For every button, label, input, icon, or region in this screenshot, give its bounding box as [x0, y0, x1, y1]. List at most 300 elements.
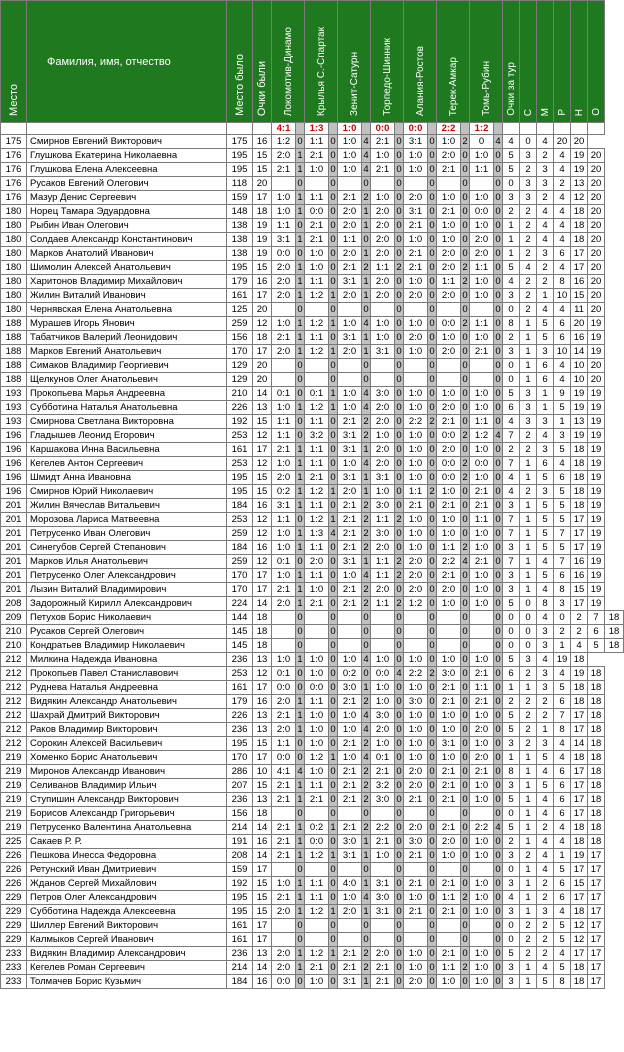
match-points-cell: 0 [495, 878, 501, 889]
stat-cell: 2 [520, 303, 537, 317]
prediction-cell: 1:0 [305, 583, 329, 597]
prediction-cell: 2:1 [437, 695, 461, 709]
match-points-cell: 1 [297, 500, 303, 511]
match-points-cell: 0 [495, 556, 501, 567]
prediction-cell: 1:0 [338, 135, 362, 149]
match-points-cell: 0 [396, 766, 402, 777]
match-points-cell: 2 [429, 486, 435, 497]
points-were-cell: 16 [253, 695, 272, 709]
prediction-cell: 1:1 [470, 317, 494, 331]
prediction-cell: 1:0 [437, 513, 461, 527]
participant-name: Глушкова Екатерина Николаевна [27, 149, 227, 163]
prediction-cell: 2:0 [338, 485, 362, 499]
round-points-cell: 5 [503, 149, 520, 163]
stat-cell: 1 [537, 723, 554, 737]
points-were-cell: 19 [253, 233, 272, 247]
participant-name: Мурашев Игорь Янович [27, 317, 227, 331]
points-were-cell: 15 [253, 485, 272, 499]
points-were-cell: 19 [253, 219, 272, 233]
stat-cell: 5 [537, 779, 554, 793]
place-cell: 196 [1, 429, 27, 443]
prediction-cell: 1:2 [305, 317, 329, 331]
table-row [1, 429, 624, 443]
place-cell: 210 [1, 625, 27, 639]
stat-cell: 17 [571, 891, 588, 905]
stat-cell: 1 [520, 541, 537, 555]
match-points-cell: 0 [429, 276, 435, 287]
match-points-cell: 0 [429, 542, 435, 553]
col-points-were: Очки были [253, 1, 272, 123]
round-points-cell: 3 [503, 737, 520, 751]
round-points-cell: 0 [503, 639, 520, 653]
points-were-cell: 19 [253, 247, 272, 261]
prediction-cell [437, 933, 461, 947]
match-points-cell: 0 [396, 528, 402, 539]
stat-cell: 5 [537, 317, 554, 331]
prediction-cell: 3:1 [371, 471, 395, 485]
prediction-cell: 3:1 [272, 499, 296, 513]
prediction-cell: 1:3 [305, 527, 329, 541]
match-points-cell: 0 [396, 906, 402, 917]
stat-cell: 12 [571, 933, 588, 947]
col-name: Фамилия, имя, отчество [27, 1, 227, 123]
round-points-cell: 5 [503, 163, 520, 177]
participant-name: Шиллер Евгений Викторович [27, 919, 227, 933]
stat-cell: 2 [571, 611, 588, 625]
round-points-cell: 7 [503, 457, 520, 471]
match-points-cell: 1 [297, 206, 303, 217]
match-points-cell: 0 [396, 850, 402, 861]
match-points-cell: 0 [429, 528, 435, 539]
match-points-cell: 0 [363, 668, 369, 679]
prediction-cell: 3:0 [404, 835, 428, 849]
table-row [1, 387, 624, 401]
match-points-cell: 0 [429, 612, 435, 623]
table-row [1, 247, 624, 261]
stat-cell: 11 [571, 303, 588, 317]
prediction-cell: 1:0 [437, 597, 461, 611]
prediction-cell: 2:0 [371, 401, 395, 415]
place-cell: 176 [1, 177, 27, 191]
table-row [1, 499, 624, 513]
prediction-cell [338, 807, 362, 821]
match-points-cell: 0 [429, 654, 435, 665]
prediction-cell: 2:1 [437, 947, 461, 961]
prediction-cell: 1:0 [470, 387, 494, 401]
stat-cell: 5 [554, 443, 571, 457]
stat-cell: 1 [537, 401, 554, 415]
match-points-cell: 0 [396, 962, 402, 973]
stat-cell: 1 [520, 751, 537, 765]
stat-cell: 16 [571, 555, 588, 569]
prediction-cell: 2:1 [338, 541, 362, 555]
match-points-cell: 0 [330, 682, 336, 693]
match-points-cell: 0 [495, 654, 501, 665]
round-points-cell: 0 [503, 373, 520, 387]
stat-cell: 5 [537, 569, 554, 583]
stat-cell: 6 [537, 457, 554, 471]
round-points-cell: 0 [503, 807, 520, 821]
match-points-cell: 4 [363, 752, 369, 763]
prediction-cell: 1:0 [272, 877, 296, 891]
table-row [1, 723, 624, 737]
stat-cell: 0 [520, 135, 537, 149]
participant-name: Субботина Наталья Анатольевна [27, 401, 227, 415]
participant-name: Лызин Виталий Владимирович [27, 583, 227, 597]
prediction-cell: 1:0 [338, 709, 362, 723]
table-row [1, 737, 624, 751]
match-points-cell: 1 [363, 906, 369, 917]
stat-cell: 2 [520, 429, 537, 443]
match-points-cell: 0 [429, 234, 435, 245]
prediction-cell: 1:0 [404, 317, 428, 331]
prediction-cell [470, 919, 494, 933]
match-points-cell: 0 [330, 458, 336, 469]
stat-cell: 2 [537, 933, 554, 947]
stat-cell: 2 [520, 737, 537, 751]
prediction-cell: 1:0 [404, 751, 428, 765]
place-cell: 180 [1, 261, 27, 275]
place-was-cell: 191 [227, 835, 253, 849]
stat-cell: 20 [588, 289, 605, 303]
stat-cell: 6 [554, 471, 571, 485]
prediction-cell: 1:0 [470, 835, 494, 849]
match-points-cell: 0 [495, 836, 501, 847]
match-points-cell: 0 [330, 542, 336, 553]
match-points-cell: 2 [363, 430, 369, 441]
match-points-cell: 4 [495, 822, 501, 833]
match-points-cell: 0 [462, 388, 468, 399]
prediction-cell: 2:1 [338, 415, 362, 429]
stat-cell: 19 [588, 541, 605, 555]
prediction-cell: 2:1 [305, 793, 329, 807]
place-cell: 176 [1, 163, 27, 177]
round-points-cell: 0 [503, 933, 520, 947]
prediction-cell: 2:1 [305, 597, 329, 611]
match-points-cell: 0 [495, 150, 501, 161]
match-points-cell: 0 [495, 486, 501, 497]
col-match-5: Алания-Ростов [404, 1, 437, 123]
place-cell: 212 [1, 723, 27, 737]
prediction-cell: 1:0 [305, 247, 329, 261]
match-points-cell: 0 [495, 738, 501, 749]
prediction-cell: 2:1 [437, 681, 461, 695]
match-points-cell: 0 [495, 724, 501, 735]
stat-cell: 3 [537, 177, 554, 191]
prediction-cell: 2:0 [437, 289, 461, 303]
match-points-cell: 1 [297, 290, 303, 301]
prediction-cell: 1:0 [305, 667, 329, 681]
table-row [1, 485, 624, 499]
points-were-cell: 12 [253, 457, 272, 471]
round-points-cell: 3 [503, 583, 520, 597]
match-points-cell: 0 [297, 626, 303, 637]
place-cell: 175 [1, 135, 27, 149]
round-points-cell: 7 [503, 527, 520, 541]
participant-name: Рыбин Иван Олегович [27, 219, 227, 233]
stat-cell: 18 [588, 723, 605, 737]
prediction-cell: 2:0 [272, 905, 296, 919]
match-points-cell: 0 [330, 164, 336, 175]
match-points-cell: 0 [462, 654, 468, 665]
match-points-cell: 1 [330, 948, 336, 959]
match-points-cell: 0 [462, 864, 468, 875]
stat-cell: 8 [554, 583, 571, 597]
stat-cell: 7 [554, 709, 571, 723]
prediction-cell: 2:0 [338, 289, 362, 303]
stat-cell: 19 [588, 457, 605, 471]
prediction-cell: 1:0 [404, 891, 428, 905]
prediction-cell: 2:1 [338, 261, 362, 275]
table-row [1, 135, 624, 149]
stat-cell: 8 [554, 275, 571, 289]
prediction-cell: 2:1 [338, 695, 362, 709]
match-points-cell: 1 [297, 906, 303, 917]
match-points-cell: 0 [363, 808, 369, 819]
round-points-cell: 8 [503, 317, 520, 331]
prediction-cell: 1:1 [470, 261, 494, 275]
match-points-cell: 1 [330, 906, 336, 917]
match-points-cell: 0 [396, 780, 402, 791]
stat-cell: 20 [588, 261, 605, 275]
prediction-cell [404, 919, 428, 933]
prediction-cell: 2:0 [437, 247, 461, 261]
match-points-cell: 0 [495, 178, 501, 189]
stat-cell: 19 [588, 401, 605, 415]
match-points-cell: 0 [495, 612, 501, 623]
match-points-cell: 0 [396, 584, 402, 595]
match-points-cell: 0 [495, 360, 501, 371]
match-points-cell: 0 [396, 822, 402, 833]
prediction-cell: 2:1 [371, 163, 395, 177]
place-cell: 208 [1, 597, 27, 611]
match-points-cell: 0 [429, 570, 435, 581]
stat-cell: 17 [588, 863, 605, 877]
prediction-cell: 1:0 [305, 975, 329, 989]
col-stat-r: Р [554, 1, 571, 123]
match-points-cell: 0 [396, 206, 402, 217]
participant-name: Морозова Лариса Матвеевна [27, 513, 227, 527]
match-points-cell: 1 [297, 192, 303, 203]
stat-cell: 2 [520, 163, 537, 177]
prediction-cell: 2:1 [437, 163, 461, 177]
prediction-cell: 2:0 [437, 261, 461, 275]
prediction-cell: 1:2 [470, 429, 494, 443]
round-points-cell: 0 [503, 611, 520, 625]
stat-cell: 5 [554, 933, 571, 947]
stat-cell: 2 [520, 695, 537, 709]
participant-name: Ступишин Александр Викторович [27, 793, 227, 807]
prediction-cell: 0:0 [305, 835, 329, 849]
place-cell: 225 [1, 835, 27, 849]
table-row [1, 317, 624, 331]
match-points-cell: 0 [495, 346, 501, 357]
match-points-cell: 0 [495, 248, 501, 259]
table-row [1, 569, 624, 583]
stat-cell: 19 [588, 317, 605, 331]
match-points-cell: 0 [330, 150, 336, 161]
table-row [1, 191, 624, 205]
match-points-cell: 0 [396, 836, 402, 847]
match-points-cell: 0 [429, 794, 435, 805]
prediction-cell: 2:0 [404, 779, 428, 793]
stat-cell: 4 [537, 135, 554, 149]
round-points-cell: 4 [503, 471, 520, 485]
col-place: Место [1, 1, 27, 123]
match-points-cell: 0 [429, 878, 435, 889]
stat-cell: 17 [571, 947, 588, 961]
prediction-cell: 1:0 [470, 149, 494, 163]
match-points-cell: 0 [297, 640, 303, 651]
match-points-cell: 2 [363, 962, 369, 973]
stat-cell: 19 [571, 429, 588, 443]
results-row [1, 123, 624, 135]
participant-name: Смирнов Юрий Николаевич [27, 485, 227, 499]
match-points-cell: 0 [330, 976, 336, 987]
match-points-cell: 0 [396, 360, 402, 371]
match-points-cell: 0 [363, 640, 369, 651]
match-points-cell: 1 [297, 878, 303, 889]
place-cell: 188 [1, 345, 27, 359]
round-points-cell: 6 [503, 667, 520, 681]
match-points-cell: 0 [330, 262, 336, 273]
match-points-cell: 0 [429, 206, 435, 217]
prediction-cell: 1:0 [470, 541, 494, 555]
match-points-cell: 0 [462, 710, 468, 721]
stat-cell: 19 [588, 415, 605, 429]
stat-cell: 4 [537, 653, 554, 667]
prediction-cell: 4:0 [338, 877, 362, 891]
match-points-cell: 0 [330, 808, 336, 819]
match-points-cell: 0 [396, 164, 402, 175]
prediction-cell: 2:0 [272, 275, 296, 289]
match-points-cell: 4 [363, 458, 369, 469]
prediction-cell: 1:0 [272, 401, 296, 415]
prediction-cell: 1:1 [305, 135, 329, 149]
table-row [1, 765, 624, 779]
prediction-cell [470, 177, 494, 191]
stat-cell: 20 [588, 373, 605, 387]
place-was-cell: 138 [227, 233, 253, 247]
prediction-cell: 2:0 [437, 443, 461, 457]
prediction-cell: 1:1 [437, 275, 461, 289]
header-row [1, 1, 624, 123]
prediction-cell: 1:0 [437, 975, 461, 989]
stat-cell: 18 [571, 443, 588, 457]
points-were-cell: 17 [253, 443, 272, 457]
table-row [1, 541, 624, 555]
prediction-cell: 1:0 [437, 331, 461, 345]
col-stat-s: С [520, 1, 537, 123]
prediction-cell: 1:0 [470, 653, 494, 667]
place-cell: 201 [1, 513, 27, 527]
prediction-cell: 1:1 [305, 275, 329, 289]
round-points-cell: 3 [503, 191, 520, 205]
participant-name: Борисов Александр Григорьевич [27, 807, 227, 821]
match-points-cell: 0 [462, 696, 468, 707]
prediction-cell: 1:0 [404, 471, 428, 485]
place-cell: 193 [1, 387, 27, 401]
stat-cell: 13 [571, 415, 588, 429]
prediction-cell: 3:0 [371, 499, 395, 513]
stat-cell: 10 [571, 373, 588, 387]
stat-cell: 17 [588, 947, 605, 961]
prediction-cell: 2:1 [404, 219, 428, 233]
table-row [1, 695, 624, 709]
match-points-cell: 0 [396, 444, 402, 455]
stat-cell: 3 [520, 653, 537, 667]
prediction-cell [404, 639, 428, 653]
prediction-cell: 1:0 [371, 737, 395, 751]
participant-name: Калмыков Сергей Иванович [27, 933, 227, 947]
stat-cell: 4 [554, 737, 571, 751]
stat-cell: 1 [520, 765, 537, 779]
participant-name: Петрусенко Иван Олегович [27, 527, 227, 541]
stat-cell: 1 [520, 793, 537, 807]
stat-cell: 6 [554, 317, 571, 331]
round-points-cell: 1 [503, 233, 520, 247]
prediction-cell: 2:1 [437, 779, 461, 793]
match-points-cell: 0 [297, 668, 303, 679]
stat-cell: 18 [588, 821, 605, 835]
stat-cell: 5 [554, 863, 571, 877]
stat-cell: 6 [554, 793, 571, 807]
prediction-cell [272, 933, 296, 947]
match-points-cell: 1 [297, 486, 303, 497]
match-points-cell: 0 [297, 416, 303, 427]
match-points-cell: 0 [330, 276, 336, 287]
match-points-cell: 0 [330, 304, 336, 315]
prediction-cell: 1:0 [371, 331, 395, 345]
round-points-cell: 7 [503, 513, 520, 527]
match-points-cell: 0 [297, 248, 303, 259]
match-points-cell: 1 [297, 654, 303, 665]
match-points-cell: 0 [495, 402, 501, 413]
prediction-cell: 3:1 [338, 849, 362, 863]
stat-cell: 19 [571, 401, 588, 415]
stat-cell: 0 [520, 625, 537, 639]
match-points-cell: 2 [363, 500, 369, 511]
prediction-cell: 3:1 [371, 877, 395, 891]
match-points-cell: 0 [495, 696, 501, 707]
prediction-cell: 2:1 [338, 779, 362, 793]
match-points-cell: 0 [495, 934, 501, 945]
round-points-cell: 5 [503, 723, 520, 737]
prediction-cell: 2:1 [470, 695, 494, 709]
stat-cell: 4 [554, 751, 571, 765]
prediction-cell [404, 303, 428, 317]
participant-name: Симаков Владимир Георгиевич [27, 359, 227, 373]
place-cell: 180 [1, 233, 27, 247]
place-was-cell: 118 [227, 177, 253, 191]
match-points-cell: 0 [297, 612, 303, 623]
stat-cell: 1 [520, 583, 537, 597]
prediction-cell: 0:0 [272, 751, 296, 765]
points-were-cell: 18 [253, 807, 272, 821]
match-points-cell: 0 [330, 136, 336, 147]
prediction-cell [404, 625, 428, 639]
place-was-cell: 184 [227, 499, 253, 513]
match-points-cell: 2 [363, 262, 369, 273]
match-points-cell: 0 [396, 150, 402, 161]
match-points-cell: 0 [462, 794, 468, 805]
table-row [1, 597, 624, 611]
stat-cell: 18 [571, 457, 588, 471]
prediction-cell: 2:1 [272, 891, 296, 905]
stat-cell: 5 [537, 527, 554, 541]
prediction-cell: 1:1 [272, 219, 296, 233]
prediction-cell: 2:2 [437, 555, 461, 569]
